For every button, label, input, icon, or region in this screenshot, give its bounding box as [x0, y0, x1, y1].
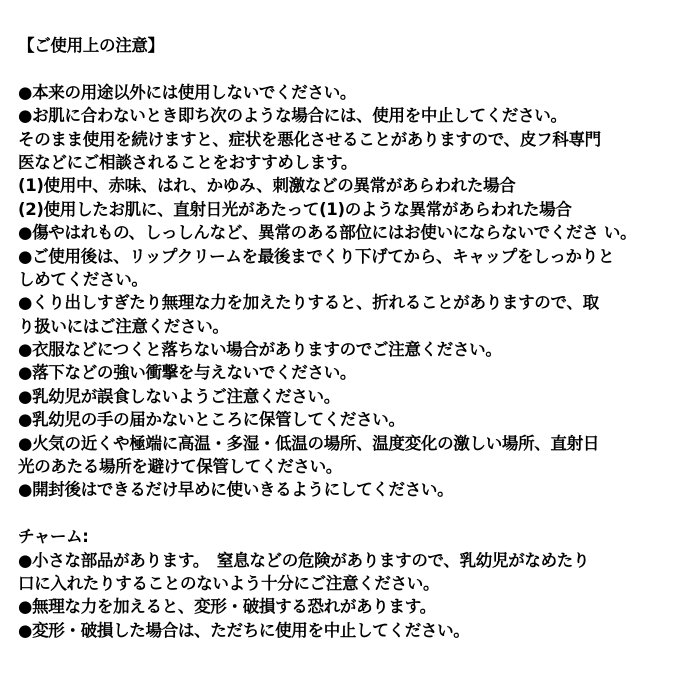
- precaution-item: [18, 245, 690, 292]
- precaution-line: ●本来の用途以外には使用しないでください。: [18, 82, 357, 102]
- precaution-item: [18, 104, 690, 221]
- precaution-line: ●衣服などにつくと落ちない場合がありますのでご注意ください。: [18, 340, 502, 360]
- precaution-line: (2)使用したお肌に、直射日光があたって(1)のような異常があらわれた場合: [18, 199, 572, 219]
- document-title: 【ご使用上の注意】: [18, 36, 164, 55]
- precaution-line: 医などにご相談されることをおすすめします。: [18, 152, 358, 172]
- precaution-line: ●くり出しすぎたり無理な力を加えたりすると、折れることがありますので、取: [18, 293, 599, 313]
- charm-line: ●無理な力を加えると、変形・破損する恐れがあります。: [18, 597, 436, 617]
- precautions-document: [18, 34, 690, 642]
- charm-line: ●変形・破損した場合は、ただちに使用を中止してください。: [18, 620, 470, 640]
- precaution-line: ●お肌に合わないとき即ち次のような場合には、使用を中止してください。: [18, 106, 567, 126]
- charm-line: ●小さな部品があります。 窒息などの危険がありますので、乳幼児がなめたり: [18, 550, 590, 570]
- charm-line: 口に入れたりすることのないよう十分にご注意ください。: [18, 573, 440, 593]
- precaution-line: そのまま使用を続けますと、症状を悪化させることがありますので、皮フ科専門: [18, 129, 601, 149]
- charm-section: [18, 525, 690, 642]
- precaution-line: ●ご使用後は、リップクリームを最後までくり下げてから、キャップをしっかりと: [18, 246, 615, 266]
- precaution-line: (1)使用中、赤味、はれ、かゆみ、刺激などの異常があらわれた場合: [18, 176, 516, 196]
- precaution-item: [18, 291, 690, 338]
- spacer: [18, 57, 690, 80]
- precaution-line: しめてください。: [18, 269, 148, 289]
- precaution-line: ●乳幼児の手の届かないところに保管してください。: [18, 410, 405, 430]
- precaution-line: り扱いにはご注意ください。: [18, 316, 229, 336]
- precaution-item: [18, 408, 690, 431]
- precaution-item: [18, 478, 690, 501]
- precaution-item: [18, 221, 690, 244]
- precaution-item: [18, 81, 690, 104]
- precaution-item: [18, 361, 690, 384]
- precaution-line: 光のあたる場所を避けて保管してください。: [18, 457, 343, 477]
- charm-item: [18, 619, 690, 642]
- charm-item: [18, 549, 690, 596]
- precaution-list: [18, 81, 690, 502]
- precaution-line: ●傷やはれもの、しっしんなど、異常のある部位にはお使いにならないでくださ い。: [18, 223, 637, 243]
- precaution-line: ●落下などの強い衝撃を与えないでください。: [18, 363, 357, 383]
- spacer: [18, 502, 690, 525]
- precaution-item: [18, 338, 690, 361]
- precaution-item: [18, 432, 690, 479]
- charm-item: [18, 595, 690, 618]
- precaution-line: ●開封後はできるだけ早めに使いきるようにしてください。: [18, 480, 454, 500]
- precaution-item: [18, 385, 690, 408]
- precaution-line: ●乳幼児が誤食しないようご注意ください。: [18, 386, 340, 406]
- charm-heading: チャーム:: [18, 527, 89, 547]
- precaution-line: ●火気の近くや極端に高温・多湿・低温の場所、温度変化の激しい場所、直射日: [18, 433, 600, 453]
